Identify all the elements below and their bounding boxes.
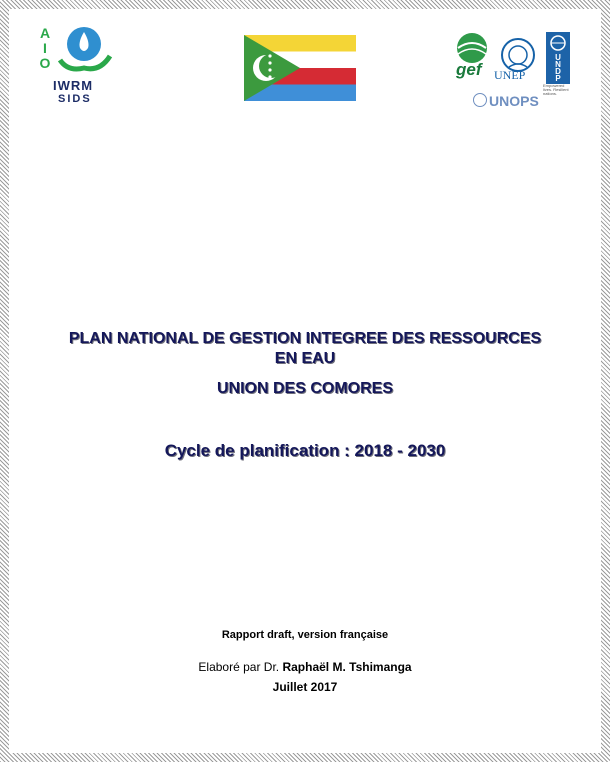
unops-logo <box>473 93 539 109</box>
author-name: Raphaël M. Tshimanga <box>282 660 412 674</box>
un-globe-icon <box>473 93 487 107</box>
undp-caption: Empowered lives. Resilient nations. <box>543 83 569 96</box>
aio-sids-text: SIDS <box>58 93 92 105</box>
unep-logo-text: UNEP <box>494 68 526 82</box>
un-emblem-icon <box>546 33 570 53</box>
aio-letter-o: O <box>39 55 51 71</box>
aio-iwrm-text: IWRM <box>53 78 94 93</box>
undp-letters <box>546 54 570 82</box>
aio-iwrm-sids-logo <box>38 22 116 106</box>
undp-letter-d: D <box>555 67 561 76</box>
undp-letter-u: U <box>555 53 561 62</box>
aio-letter-a: A <box>39 25 51 41</box>
aio-letters <box>38 26 52 71</box>
report-date: Juillet 2017 <box>272 680 338 694</box>
water-drop-hand-icon <box>54 22 114 78</box>
prepared-label: Elaboré par Dr. <box>198 660 283 674</box>
planning-cycle: Cycle de planification : 2018 - 2030 <box>164 441 446 460</box>
undp-letter-p: P <box>555 74 561 83</box>
aio-letter-i: I <box>43 40 47 56</box>
title-country: UNION DES COMORES <box>216 380 393 397</box>
comoros-flag <box>244 35 356 101</box>
title-line-1: PLAN NATIONAL DE GESTION INTEGREE DES RESSOURCES <box>68 330 542 347</box>
prepared-by <box>0 660 610 674</box>
title-line-2: EN EAU <box>274 350 336 367</box>
undp-logo <box>546 32 570 84</box>
unops-logo-text: UNOPS <box>489 93 539 109</box>
undp-letter-n: N <box>555 60 561 69</box>
report-version: Rapport draft, version française <box>221 629 389 641</box>
gef-logo-text: gef <box>456 60 482 79</box>
